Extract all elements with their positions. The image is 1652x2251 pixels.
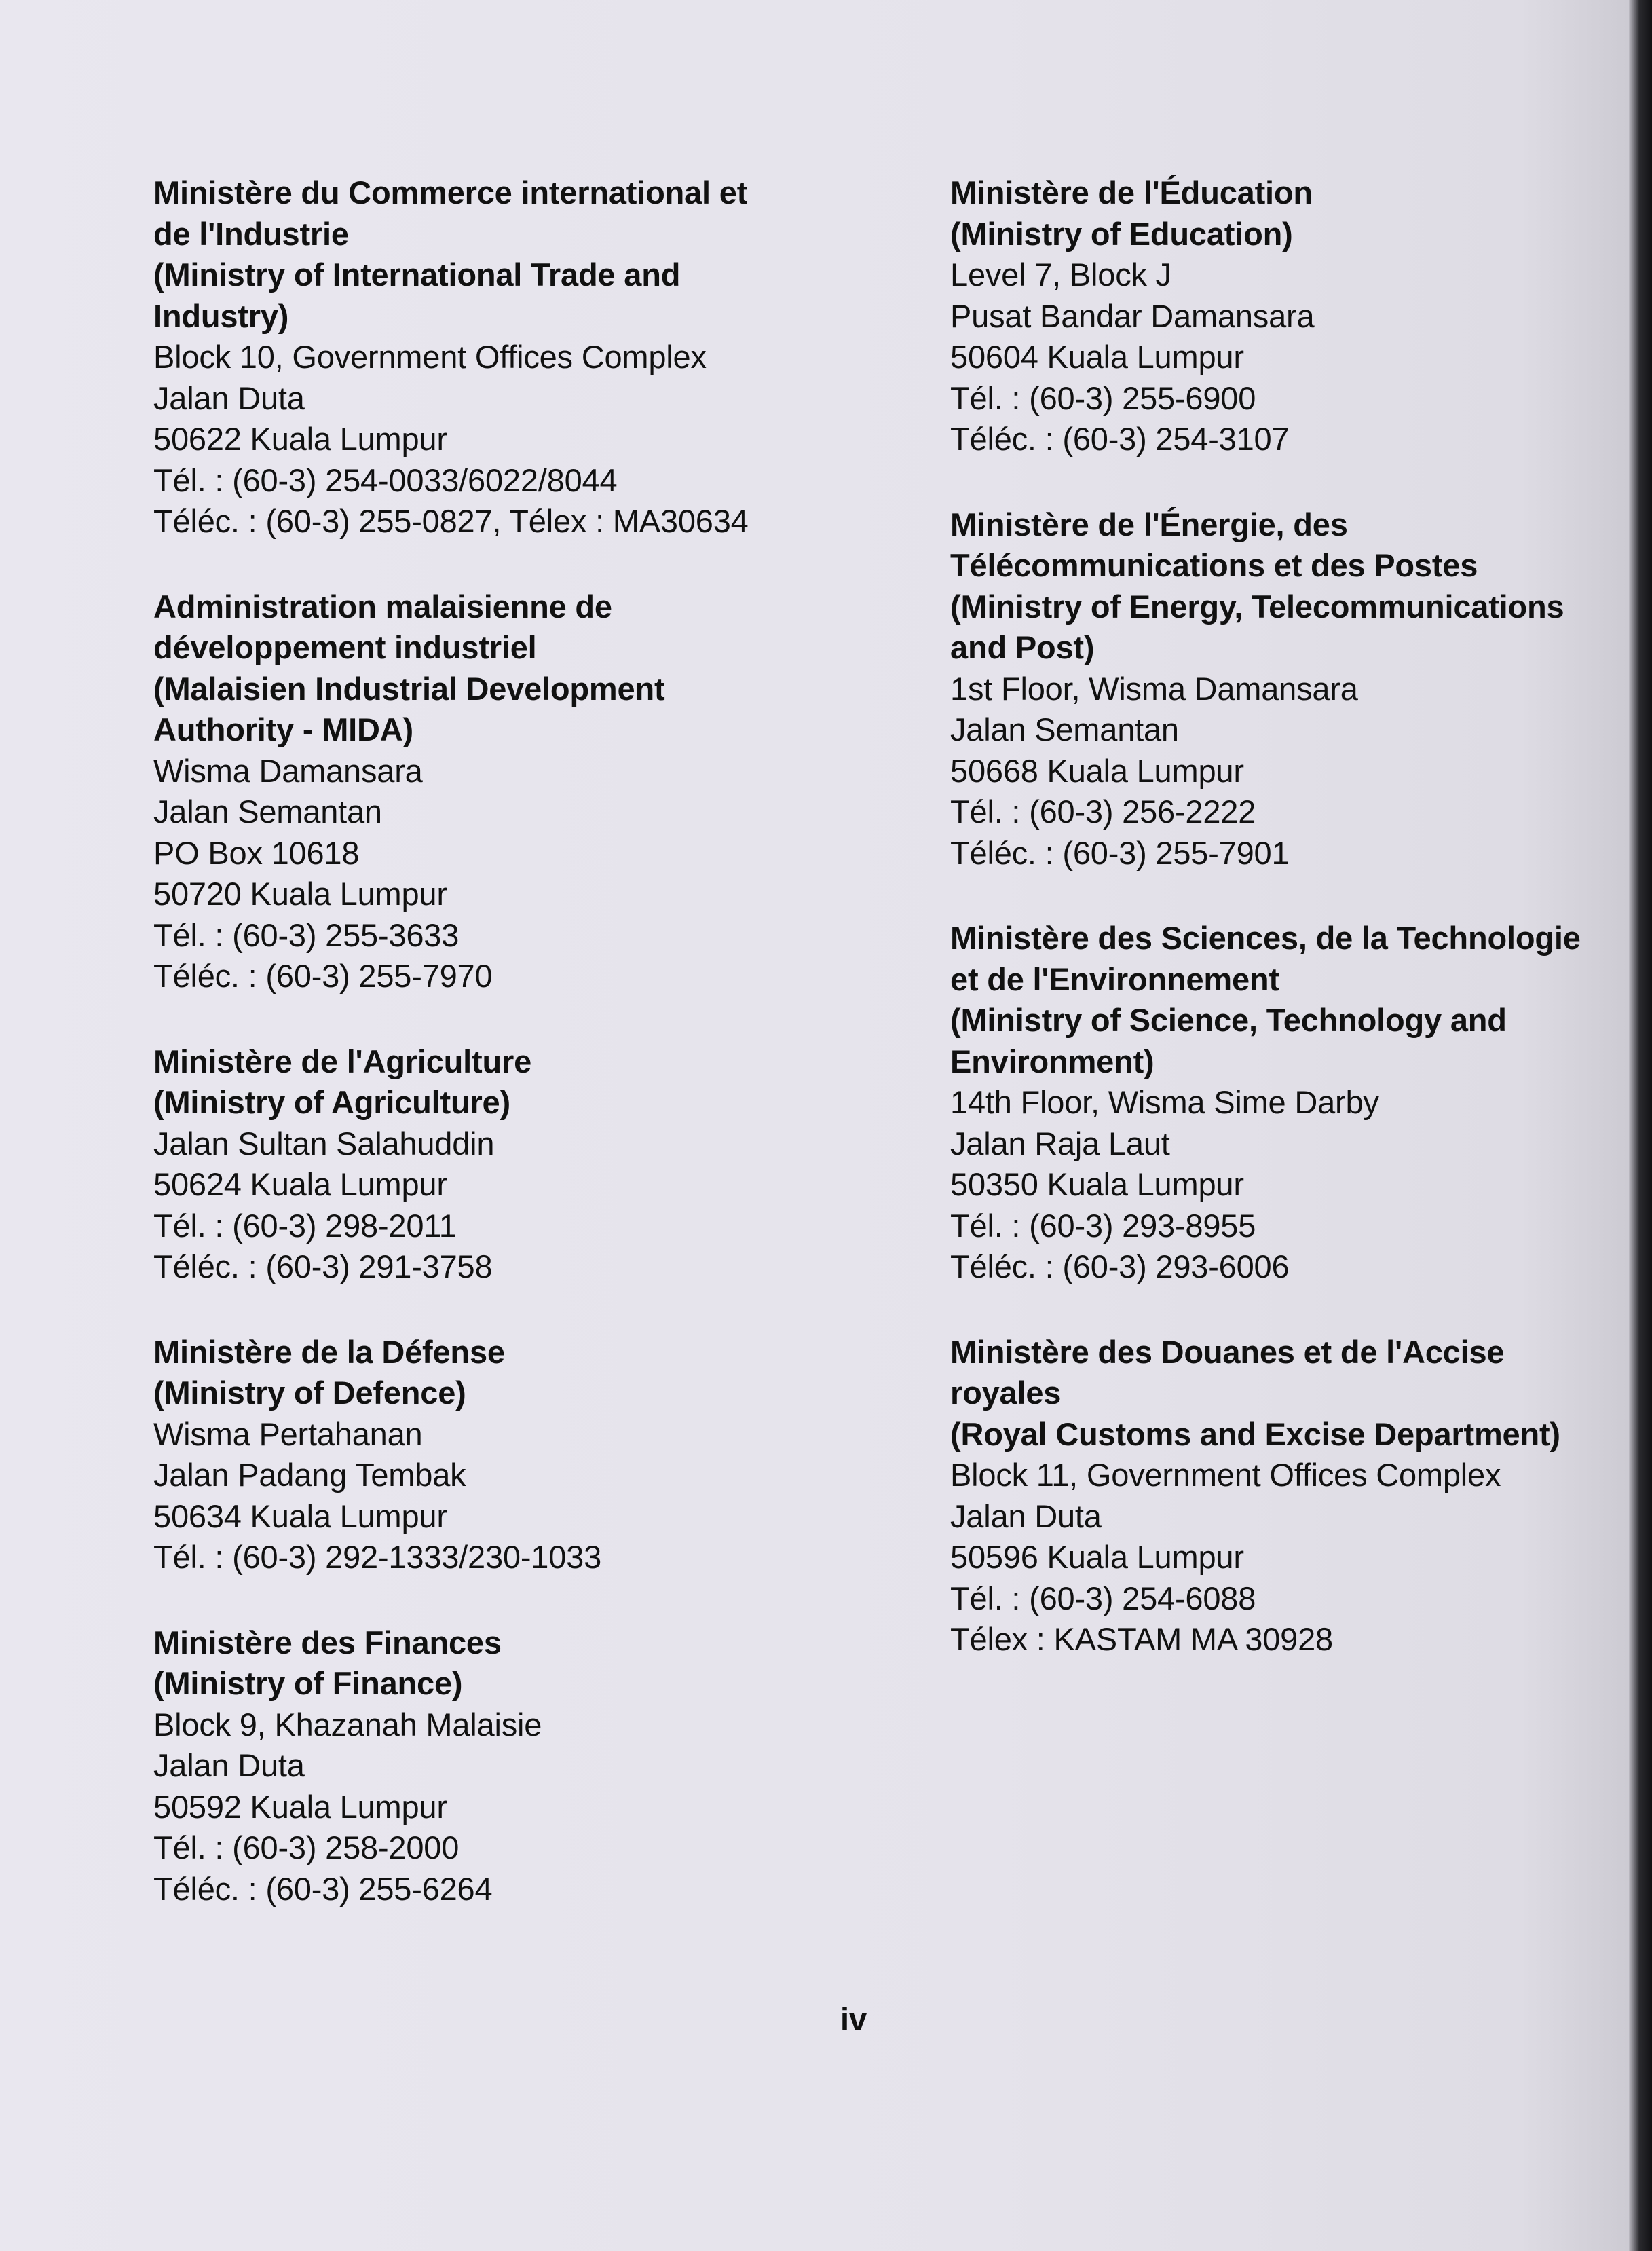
address-line: Jalan Sultan Salahuddin [153,1125,495,1161]
ministry-title-line: (Ministry of Education) [950,215,1293,252]
address-line: 50350 Kuala Lumpur [950,1166,1244,1202]
ministry-title-line: (Ministry of Science, Technology and [950,1002,1507,1038]
address-line: Jalan Semantan [153,794,382,830]
ministry-title-line: Ministère de l'Agriculture [153,1043,532,1079]
right-column-entry [950,504,1629,874]
address-line: 50624 Kuala Lumpur [153,1166,447,1202]
address-line: 50592 Kuala Lumpur [153,1788,447,1825]
ministry-title-line: (Malaisien Industrial Development [153,670,665,707]
address-line: Tél. : (60-3) 254-0033/6022/8044 [153,462,618,498]
address-line: Pusat Bandar Damansara [950,297,1315,334]
left-column-entry [153,1332,927,1578]
ministry-title-line: (Royal Customs and Excise Department) [950,1415,1560,1452]
ministry-title-line: Ministère des Sciences, de la Technologie [950,920,1581,956]
address-line: Wisma Damansara [153,752,423,789]
ministry-title-line: (Ministry of Finance) [153,1665,463,1701]
ministry-title-line: Ministère des Douanes et de l'Accise [950,1333,1505,1370]
ministry-title-line: et de l'Environnement [950,961,1279,997]
address-line: Téléc. : (60-3) 293-6006 [950,1248,1290,1284]
left-column-entry [153,172,927,542]
ministry-title-line: Ministère des Finances [153,1624,502,1660]
book-binding-edge [1629,0,1652,2251]
address-line: Block 9, Khazanah Malaisie [153,1706,542,1743]
address-line: Wisma Pertahanan [153,1415,423,1452]
ministry-title-line: (Ministry of Energy, Telecommunications [950,588,1564,625]
address-line: 50668 Kuala Lumpur [950,752,1244,789]
address-line: Jalan Padang Tembak [153,1457,466,1493]
ministry-title-line: Ministère de la Défense [153,1333,505,1370]
address-line: Tél. : (60-3) 293-8955 [950,1207,1256,1244]
ministry-title-line: royales [950,1375,1062,1411]
address-line: Téléc. : (60-3) 255-7970 [153,958,493,994]
address-line: 50634 Kuala Lumpur [153,1497,447,1534]
ministry-title-line: Industry) [153,297,289,334]
address-line: Tél. : (60-3) 255-3633 [153,916,459,953]
address-line: PO Box 10618 [153,834,360,871]
address-line: Jalan Raja Laut [950,1125,1170,1161]
right-column [950,172,1629,1705]
address-line: Jalan Duta [153,1747,305,1783]
address-line: Tél. : (60-3) 258-2000 [153,1829,459,1865]
address-line: 1st Floor, Wisma Damansara [950,670,1358,707]
ministry-title-line: Administration malaisienne de [153,588,612,625]
ministry-title-line: (Ministry of Defence) [153,1375,466,1411]
address-line: Téléc. : (60-3) 255-0827, Télex : MA30634 [153,503,749,539]
address-line: 50604 Kuala Lumpur [950,339,1244,375]
ministry-title-line: Ministère du Commerce international et [153,174,748,210]
address-line: 50596 Kuala Lumpur [950,1539,1244,1575]
address-line: Téléc. : (60-3) 255-6264 [153,1870,493,1907]
address-line: Tél. : (60-3) 256-2222 [950,794,1256,830]
address-line: Block 11, Government Offices Complex [950,1457,1501,1493]
address-line: Téléc. : (60-3) 255-7901 [950,834,1290,871]
right-column-entry [950,172,1629,460]
ministry-title-line: Ministère de l'Éducation [950,174,1313,210]
address-line: Téléc. : (60-3) 291-3758 [153,1248,493,1284]
address-line: 50720 Kuala Lumpur [153,876,447,912]
left-column-entry [153,1041,927,1288]
left-column-entry [153,1622,927,1910]
ministry-title-line: Télécommunications et des Postes [950,547,1478,583]
ministry-title-line: Authority - MIDA) [153,711,413,747]
address-line: Jalan Duta [950,1497,1102,1534]
page-number: iv [840,2001,867,2037]
address-line: 14th Floor, Wisma Sime Darby [950,1084,1379,1120]
ministry-title-line: de l'Industrie [153,215,349,252]
ministry-title-line: (Ministry of Agriculture) [153,1084,510,1120]
address-line: Tél. : (60-3) 298-2011 [153,1207,457,1244]
ministry-title-line: Ministère de l'Énergie, des [950,506,1348,542]
ministry-title-line: (Ministry of International Trade and [153,257,681,293]
address-line: 50622 Kuala Lumpur [153,421,447,457]
address-line: Tél. : (60-3) 255-6900 [950,379,1256,416]
address-line: Level 7, Block J [950,257,1171,293]
left-column-entry [153,587,927,997]
right-column-entry [950,1332,1629,1660]
address-line: Téléc. : (60-3) 254-3107 [950,421,1290,457]
right-column-entry [950,918,1629,1288]
address-line: Tél. : (60-3) 254-6088 [950,1580,1256,1616]
address-line: Block 10, Government Offices Complex [153,339,707,375]
address-line: Télex : KASTAM MA 30928 [950,1621,1333,1657]
address-line: Jalan Semantan [950,711,1179,747]
left-column [153,172,927,1954]
address-line: Jalan Duta [153,379,305,416]
ministry-title-line: Environment) [950,1043,1154,1079]
address-line: Tél. : (60-3) 292-1333/230-1033 [153,1539,602,1575]
ministry-title-line: développement industriel [153,629,537,665]
ministry-title-line: and Post) [950,629,1095,665]
